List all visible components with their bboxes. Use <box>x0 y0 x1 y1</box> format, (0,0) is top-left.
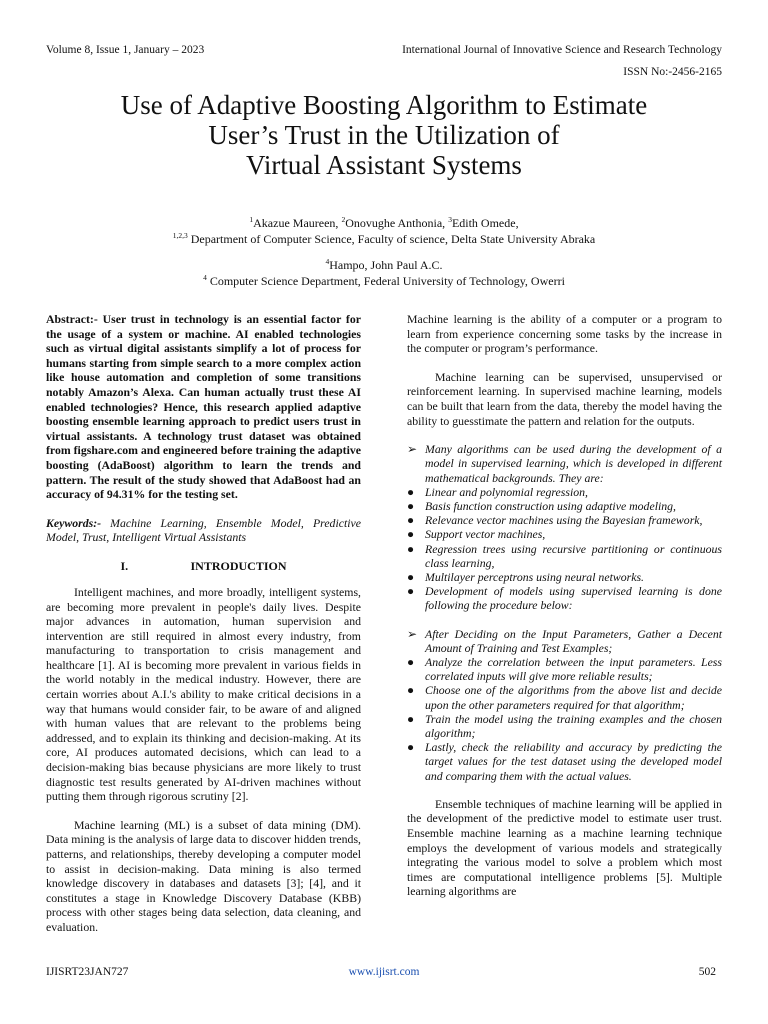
list-item-text: Support vector machines, <box>425 527 546 542</box>
paper-title <box>40 90 728 180</box>
bullet-icon: ● <box>407 513 415 528</box>
bullet-icon: ● <box>407 655 415 669</box>
bullet-icon: ● <box>407 711 415 726</box>
author-name: Hampo, John Paul A.C. <box>329 258 443 272</box>
ml-definition-paragraph: Machine learning is the ability of a computer or a program to learn from experience concerning some tasks by the increase in the computer or program’s performance. <box>407 312 722 356</box>
list-item-text: Train the model using the training examples and the chosen algorithm; <box>425 711 722 741</box>
ml-paragraph: Machine learning (ML) is a subset of data mining (DM). Data mining is the analysis of large data to discover hidden trends, patterns, and relationships, thereby developing a computer model to assist in decision-making. Data mining is also termed knowledge discovery in databases and datasets [3]; [4], and it constitutes a stage in Knowledge Discovery Database (KBB) process with other stages being data selection, data cleaning, and evaluation. <box>46 817 361 934</box>
author-superscript: 4 <box>325 257 330 266</box>
volume-issue: Volume 8, Issue 1, January – 2023 <box>46 44 205 56</box>
author-name: Edith Omede, <box>451 216 519 230</box>
section-number: I. <box>120 558 129 573</box>
title-line: Use of Adaptive Boosting Algorithm to Estimate <box>120 90 648 120</box>
author-name: Onovughe Anthonia, <box>345 216 449 230</box>
ml-types-paragraph: Machine learning can be supervised, unsupervised or reinforcement learning. In supervised machine learning, models can be built that learn from the data, thereby the model having the ability to guesstimate the pattern and relation for the outputs. <box>407 369 722 428</box>
page-number: 502 <box>698 966 716 978</box>
list-item <box>407 655 722 683</box>
list-item <box>407 485 722 499</box>
bullet-icon: ● <box>407 683 415 698</box>
bullet-icon: ● <box>407 527 415 542</box>
keywords <box>46 516 361 545</box>
title-line: Virtual Assistant Systems <box>246 150 522 180</box>
affiliation-text: Computer Science Department, Federal University of Technology, Owerri <box>206 274 565 288</box>
journal-website-link[interactable]: www.ijisrt.com <box>348 966 420 978</box>
list-item <box>407 499 722 513</box>
keywords-text: Machine Learning, Ensemble Model, Predictive Model, Trust, Intelligent Virtual Assistants <box>46 515 361 545</box>
affiliation-text: Department of Computer Science, Faculty of science, Delta State University Abraka <box>187 232 596 246</box>
keywords-label: Keywords:- <box>46 515 102 530</box>
list-item <box>407 570 722 584</box>
list-item-text: Choose one of the algorithms from the above list and decide upon the other parameters required for that algorithm; <box>425 683 722 712</box>
author-superscript: 3 <box>448 215 452 224</box>
author-superscript: 2 <box>341 215 346 224</box>
list-item <box>407 712 722 740</box>
author-superscript: 1 <box>249 215 254 224</box>
bullet-icon: ● <box>407 484 415 499</box>
list-item <box>407 442 722 485</box>
title-line: User’s Trust in the Utilization of <box>208 120 560 150</box>
abstract-text: User trust in technology is an essential factor for the usage of a system or machine. AI enabled technologies such as virtual digital assistants simplify a lot of process for humans starting from simple search to a more complex action like house automation and completion of some transitions notably Amazon’s Alexa. Can human actually trust these AI enabled technologies? Hence, this research applied adaptive boosting ensemble learning approach to predict users trust in virtual assistants. A technology trust dataset was obtained from figshare.com and engineered before training the adaptive boosting (AdaBoost) algorithm to learn the trends and pattern. The result of the study showed that AdaBoost had an accuracy of 94.31% for the testing set. <box>46 312 361 502</box>
list-item-text: Multilayer perceptrons using neural networks. <box>425 569 644 584</box>
issn-number: ISSN No:-2456-2165 <box>623 66 722 78</box>
algorithm-list <box>407 442 722 612</box>
bullet-icon: ● <box>407 541 415 556</box>
bullet-icon: ● <box>407 584 415 599</box>
journal-name: International Journal of Innovative Science and Research Technology <box>402 44 722 56</box>
list-item-text: After Deciding on the Input Parameters, Gather a Decent Amount of Training and Test Examples; <box>425 626 722 655</box>
procedure-list <box>407 627 722 783</box>
list-item-text: Basis function construction using adaptive modeling, <box>425 498 676 513</box>
bullet-icon: ● <box>407 498 415 513</box>
paper-code: IJISRT23JAN727 <box>46 966 129 978</box>
affiliation-1 <box>40 228 728 247</box>
list-item-text: Analyze the correlation between the input parameters. Less correlated inputs will give more reliable results; <box>425 655 722 684</box>
list-item-text: Development of models using supervised learning is done following the procedure below: <box>425 584 722 613</box>
ensemble-paragraph: Ensemble techniques of machine learning will be applied in the development of the predictive model to estimate user trust. Ensemble machine learning as a machine learning technique employs the development of various models and strategically integrating the various model to solve a problem which most times are computational intelligence problems [5]. Multiple learning algorithms are <box>407 796 722 899</box>
list-item-text: Lastly, check the reliability and accuracy by predicting the target values for the test dataset using the developed model and comparing them with the actual values. <box>425 740 722 783</box>
author-name: Akazue Maureen, <box>253 216 342 230</box>
affiliation-superscript: 4 <box>203 273 207 282</box>
arrow-icon: ➢ <box>407 626 417 641</box>
bullet-icon: ● <box>407 569 415 584</box>
abstract <box>46 312 361 502</box>
affiliation-superscript: 1,2,3 <box>172 231 188 240</box>
list-item <box>407 542 722 570</box>
affiliation-2 <box>40 270 728 289</box>
left-column <box>46 312 361 935</box>
list-item <box>407 527 722 541</box>
list-item <box>407 627 722 655</box>
section-title: INTRODUCTION <box>190 558 287 573</box>
list-item-text: Regression trees using recursive partitioning or continuous class learning, <box>425 541 722 570</box>
list-item <box>407 683 722 711</box>
section-heading <box>46 559 361 577</box>
bullet-icon: ● <box>407 740 415 755</box>
list-item-text: Many algorithms can be used during the development of a model in supervised learning, which is developed in different mathematical backgrounds. They are: <box>425 442 722 485</box>
right-column <box>407 312 722 899</box>
list-item <box>407 740 722 783</box>
intro-paragraph: Intelligent machines, and more broadly, intelligent systems, are becoming more prevalent in people's daily lives. Despite major advances in automation, human supervision and intervention are still required in almost every industry, from manufacturing to transportation to crisis management and healthcare [1]. AI is becoming more prevalent in various fields in the world notably in the medical industry. However, there are certain worries about A.I.'s ability to make critical decisions in a way that humans would consider fair, to be aware of and aligned with human values that are relevant to the problems being addressed, and to explain its thinking and decision-making. At its core, AI produces automated decisions, which can lead to a decision-making bias because physicians are more likely to trust diagnostic test results generated by AI-driven machines without putting them through rigorous scrutiny [2]. <box>46 584 361 804</box>
arrow-icon: ➢ <box>407 442 417 457</box>
list-item <box>407 584 722 612</box>
list-item <box>407 513 722 527</box>
list-item-text: Linear and polynomial regression, <box>425 484 588 499</box>
list-item-text: Relevance vector machines using the Bayesian framework, <box>425 513 703 528</box>
abstract-label: Abstract:- <box>46 312 98 326</box>
